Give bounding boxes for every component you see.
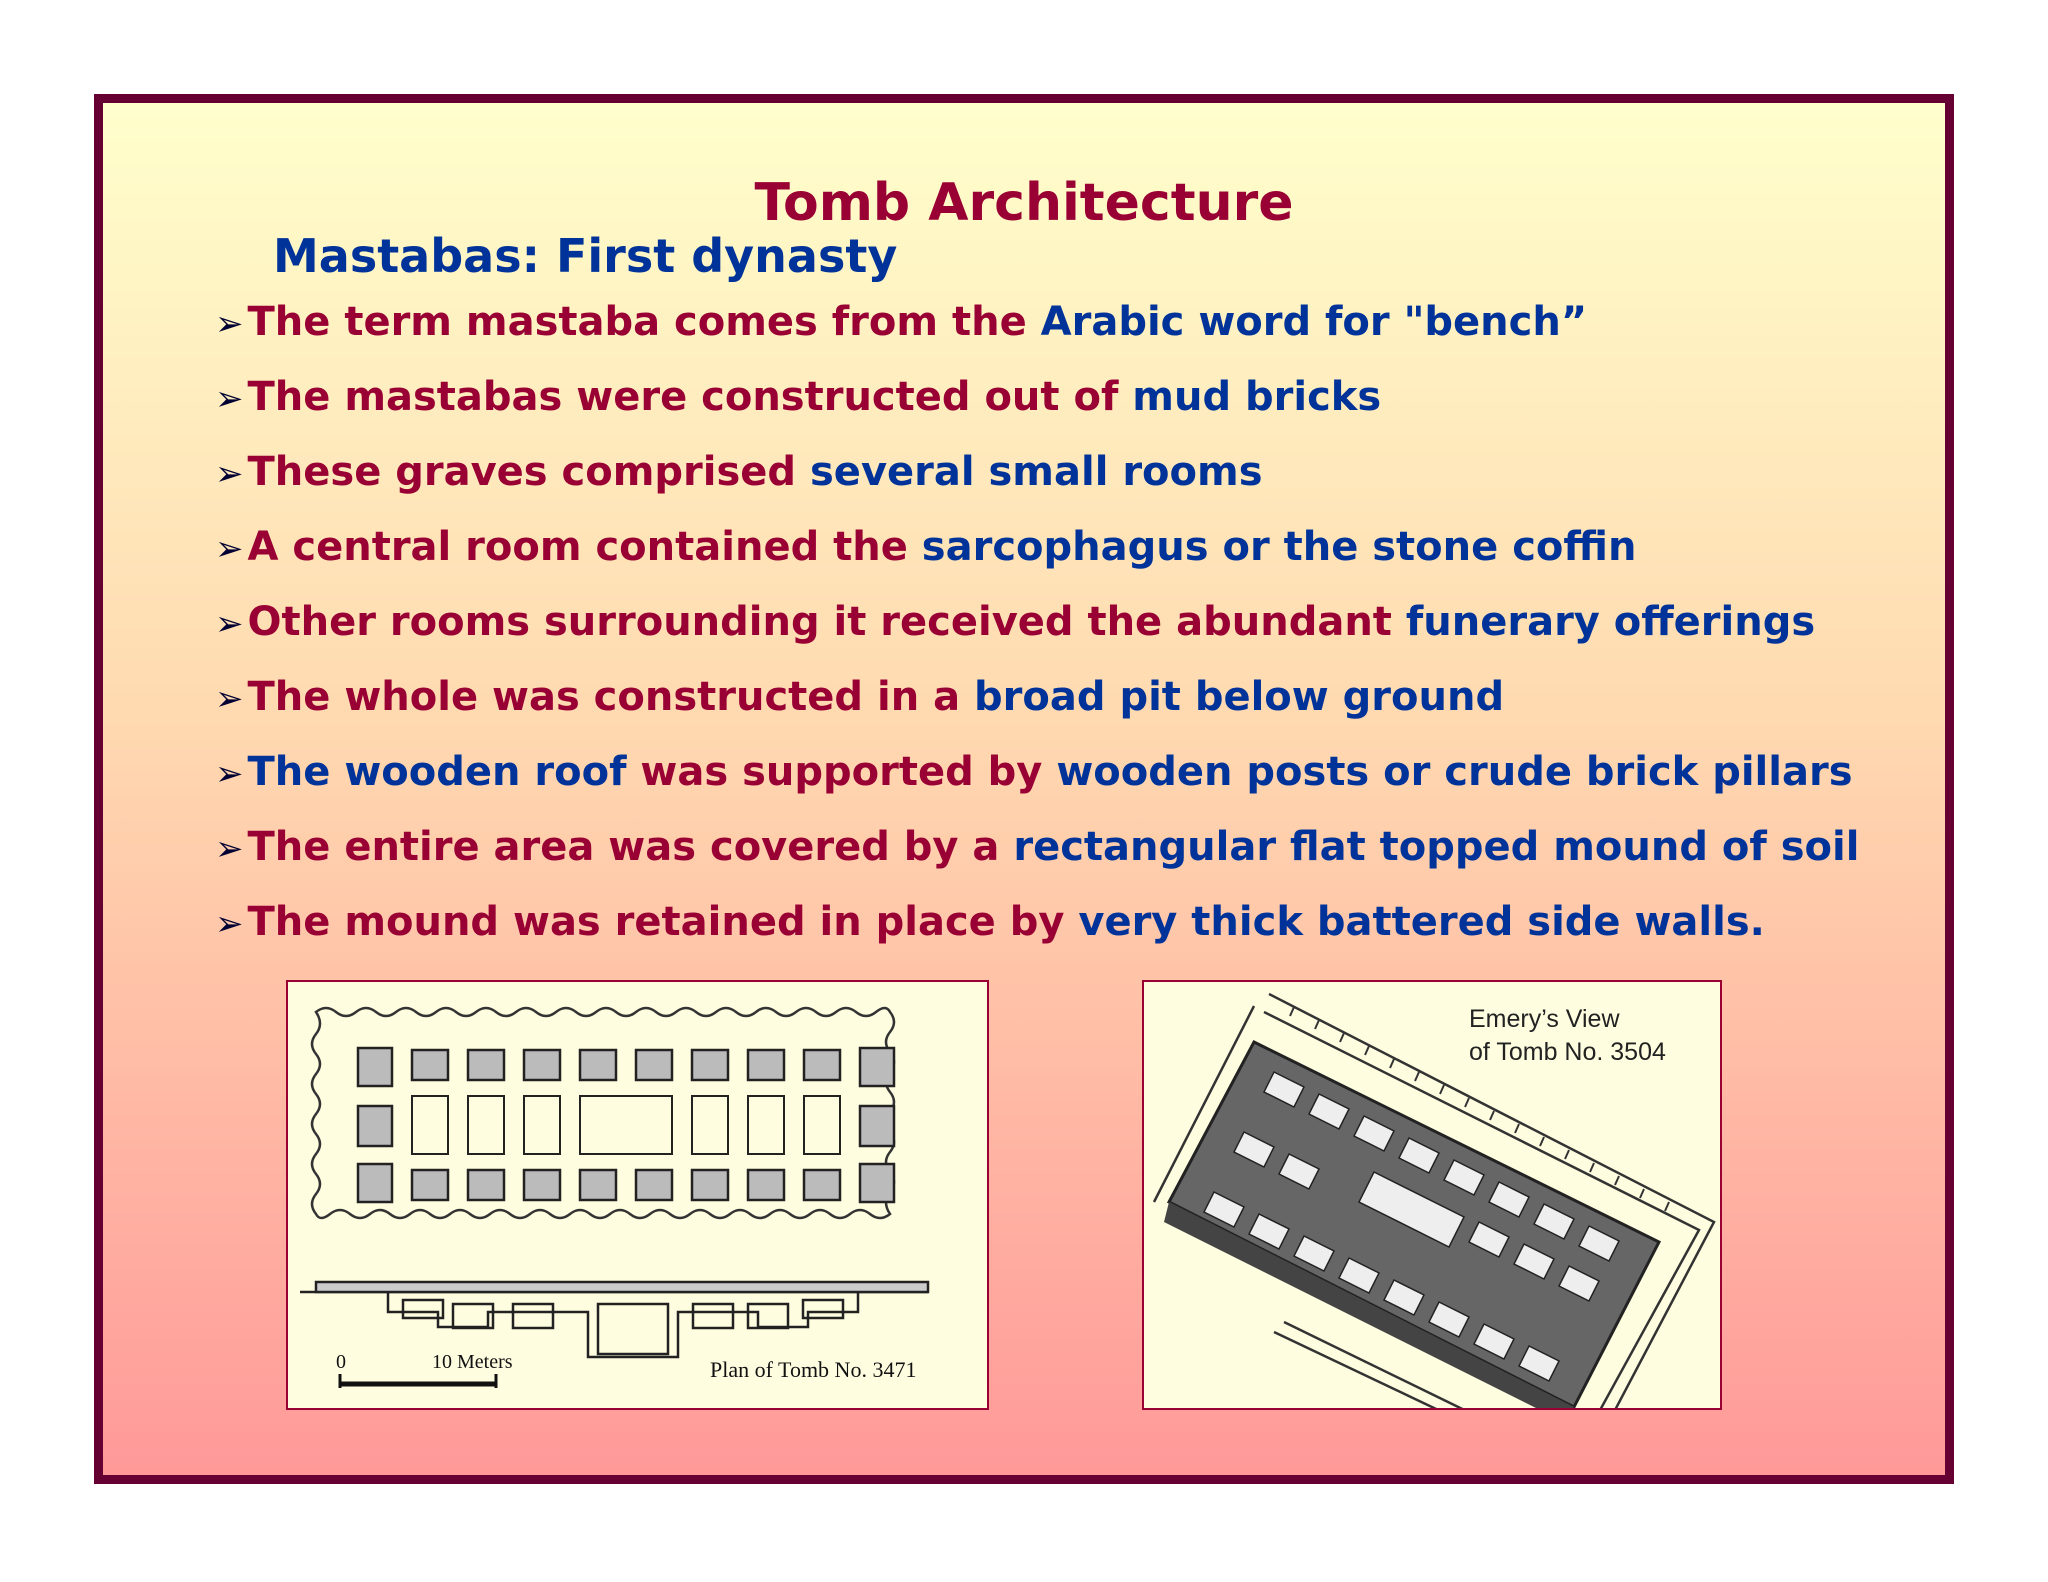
view-caption-line1: Emery’s View xyxy=(1469,1005,1620,1033)
bullet-list xyxy=(215,299,1915,974)
bullet-item: ➢ The term mastaba comes from the Arabic word for "bench” xyxy=(215,299,1588,345)
bullet-item: ➢ The whole was constructed in a broad pit below ground xyxy=(215,674,1505,720)
tomb-isometric-drawing xyxy=(1144,982,1720,1408)
bullet-item: ➢ These graves comprised several small rooms xyxy=(215,449,1263,495)
arrow-bullet-icon: ➢ xyxy=(215,829,244,869)
scale-label: 10 Meters xyxy=(432,1351,513,1373)
tomb-view-figure xyxy=(1142,980,1722,1410)
bullet-item: ➢ The mound was retained in place by very thick battered side walls. xyxy=(215,899,1765,945)
arrow-bullet-icon: ➢ xyxy=(215,454,244,494)
arrow-bullet-icon: ➢ xyxy=(215,679,244,719)
bullet-item: ➢ Other rooms surrounding it received the abundant funerary offerings xyxy=(215,599,1816,645)
scale-zero-label: 0 xyxy=(336,1351,346,1373)
plan-caption: Plan of Tomb No. 3471 xyxy=(710,1357,917,1382)
arrow-bullet-icon: ➢ xyxy=(215,529,244,569)
arrow-bullet-icon: ➢ xyxy=(215,604,244,644)
bullet-item: ➢ A central room contained the sarcophagus or the stone coffin xyxy=(215,524,1637,570)
bullet-item: ➢ The mastabas were constructed out of mud bricks xyxy=(215,374,1382,420)
arrow-bullet-icon: ➢ xyxy=(215,379,244,419)
arrow-bullet-icon: ➢ xyxy=(215,304,244,344)
tomb-plan-drawing xyxy=(288,982,987,1408)
slide xyxy=(94,94,1954,1484)
slide-title: Tomb Architecture xyxy=(754,173,1294,233)
bullet-item: ➢ The wooden roof was supported by wooden posts or crude brick pillars xyxy=(215,749,1853,795)
tomb-plan-figure xyxy=(286,980,989,1410)
view-caption-line2: of Tomb No. 3504 xyxy=(1469,1038,1666,1066)
arrow-bullet-icon: ➢ xyxy=(215,904,244,944)
bullet-item: ➢ The entire area was covered by a rectangular flat topped mound of soil xyxy=(215,824,1860,870)
arrow-bullet-icon: ➢ xyxy=(215,754,244,794)
slide-subtitle: Mastabas: First dynasty xyxy=(273,229,898,283)
